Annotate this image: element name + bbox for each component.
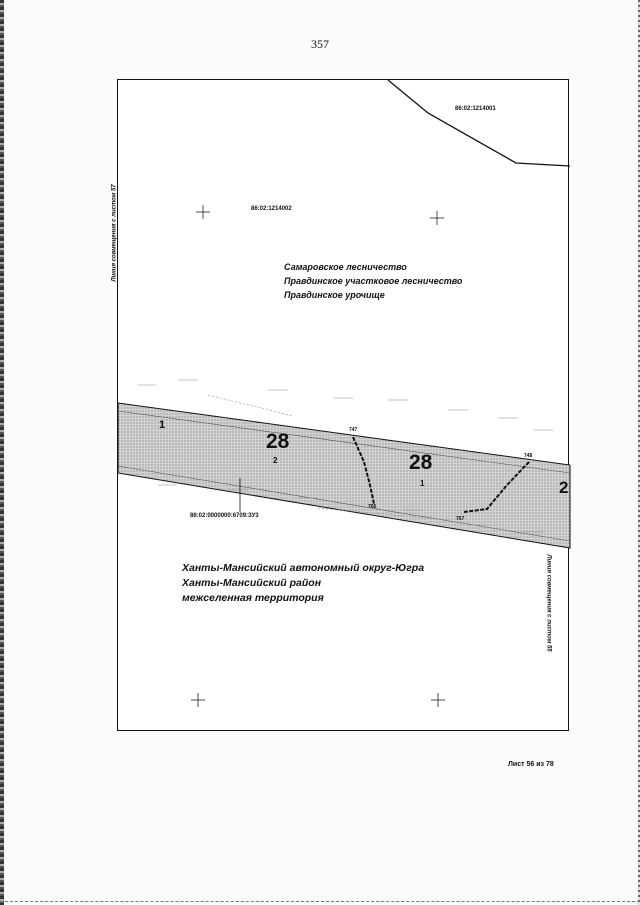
cadastral-number-middle: 86:02:1214002 [251,206,292,212]
region-label [182,561,424,606]
cadastral-number-top: 86:02:1214001 [455,106,496,112]
quarter-number-right: 28 [409,451,433,474]
parcel-boundary-top [388,80,570,166]
joint-line-label-left: Линия совмещения с листом 57 [111,184,118,282]
cadastral-number-band: 86:02:0000000:6709:ЗУ3 [190,513,259,519]
forestry-line-2: Правдинское участковое лесничество [284,276,463,286]
corridor-band [118,403,570,548]
section-label-2: 2 [273,456,278,465]
scan-edge-left [0,0,4,905]
region-line-1: Ханты-Мансийский автономный округ-Югра [182,562,425,574]
forestry-line-1: Самаровское лесничество [284,262,407,272]
joint-line-label-right: Линия совмещения с листом 55 [545,554,552,652]
quarter-number-left: 28 [266,430,290,453]
point-766: 766 [368,504,377,510]
point-767: 767 [456,516,465,522]
map-drawing [118,80,570,732]
forestry-label [284,260,462,302]
point-747: 747 [349,427,358,433]
section-label-1: 1 [420,479,425,488]
cadastral-map [111,79,569,731]
sheet-label: Лист 56 из 78 [508,761,554,768]
point-748: 748 [524,453,533,459]
region-line-2: Ханты-Мансийский район [182,577,322,589]
region-line-3: межселенная территория [182,592,324,604]
section-label-left: 1 [159,419,166,431]
section-label-edge: 2 [559,478,569,497]
page-number: 357 [311,37,329,51]
scan-edge-bottom [0,901,640,903]
forestry-line-3: Правдинское урочище [284,290,385,300]
